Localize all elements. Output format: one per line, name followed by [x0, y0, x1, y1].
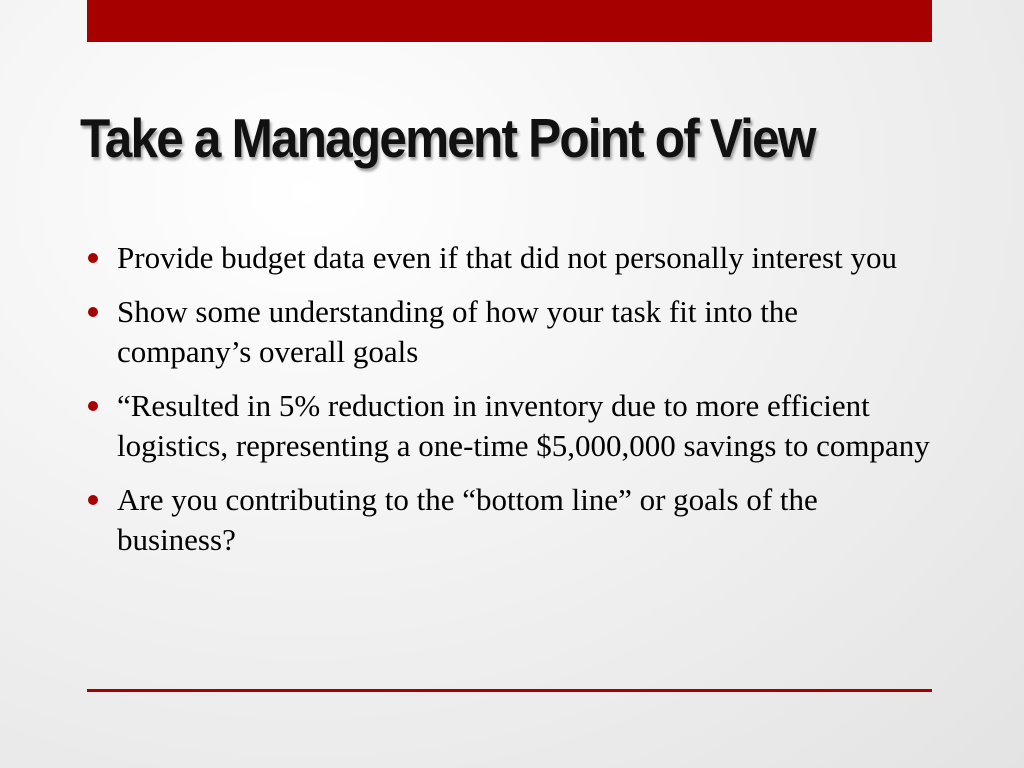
bullet-dot-icon — [88, 495, 98, 505]
top-accent-bar — [87, 0, 932, 42]
bullet-item — [86, 292, 936, 372]
bullet-text: Are you contributing to the “bottom line” or goals of the business? — [117, 482, 818, 557]
bullet-text: Show some understanding of how your task fit into the company’s overall goals — [117, 294, 799, 369]
bullet-dot-icon — [88, 307, 98, 317]
bullet-dot-icon — [88, 253, 98, 263]
bullet-list — [86, 238, 936, 574]
bullet-text: Provide budget data even if that did not personally interest you — [117, 240, 897, 275]
bullet-item — [86, 480, 936, 560]
bullet-text: “Resulted in 5% reduction in inventory due to more efficient logistics, representing a one-time $5,000,000 savings to company — [117, 388, 930, 463]
bullet-dot-icon — [88, 401, 98, 411]
slide-title: Take a Management Point of View — [80, 107, 815, 169]
bottom-divider — [87, 689, 932, 692]
bullet-item — [86, 238, 936, 278]
bullet-item — [86, 386, 936, 466]
